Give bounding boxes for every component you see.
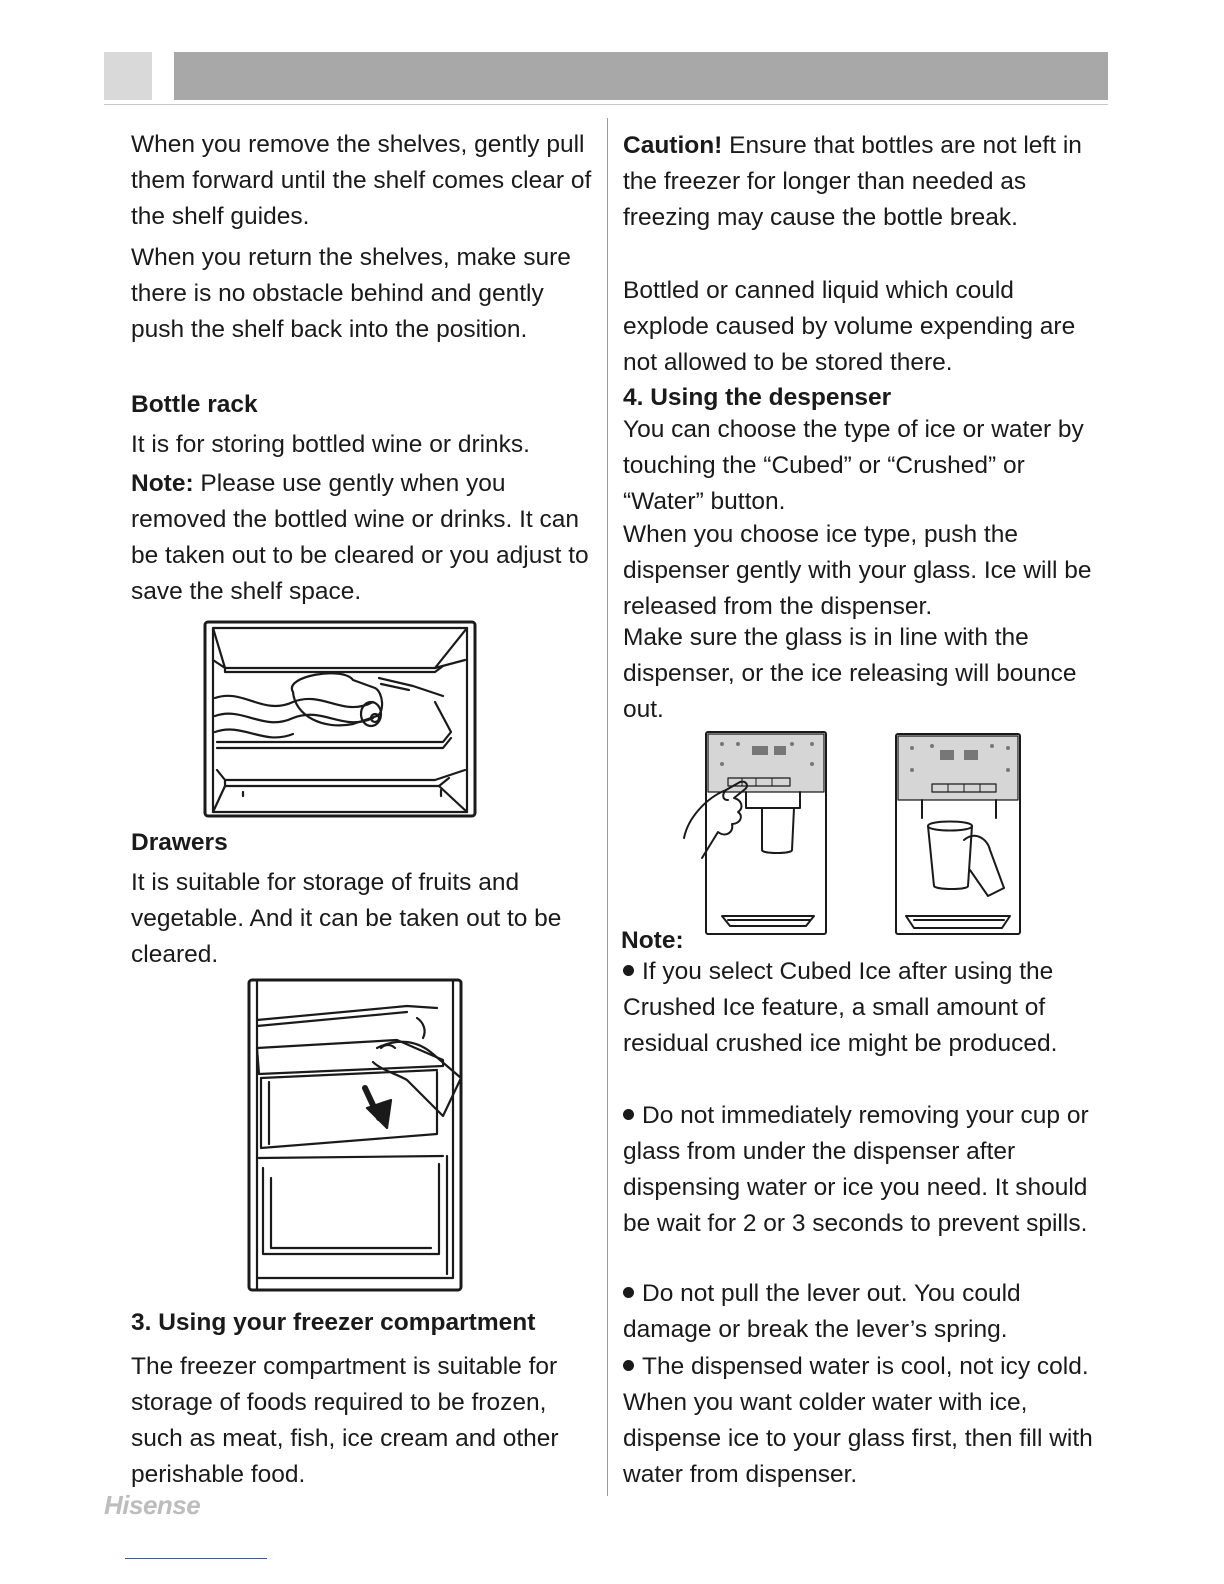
header-rule [104,104,1108,105]
bullet-dot-icon [623,1360,634,1371]
bottle-rack-paragraph [131,427,596,463]
bottle-rack-heading: Bottle rack [131,391,258,418]
drawers-paragraph [131,865,596,973]
dispenser-glass-illustration [892,730,1024,938]
dispenser-section [623,380,1093,416]
caution-label: Caution! [623,132,723,159]
shelf-return-text: When you return the shelves, make sure there is no obstacle behind and gently push the shelf back into the position. [131,244,571,343]
freezer-heading: 3. Using your freezer compartment [131,1309,536,1336]
dispenser-button-illustration [682,728,830,938]
shelf-remove-text: When you remove the shelves, gently pull them forward until the shelf comes clear of the shelf guides. [131,131,592,230]
dispenser-paragraph-3 [623,620,1093,728]
header-bar [174,52,1108,100]
bottled-liquid-text: Bottled or canned liquid which could explode caused by volume expending are not allowed to be stored there. [623,277,1076,376]
freezer-section [131,1305,596,1341]
bottle-note-paragraph [131,466,596,610]
note-bullet-4 [623,1349,1093,1493]
dispenser-text-2: When you choose ice type, push the dispenser gently with your glass. Ice will be released from the dispenser. [623,521,1092,620]
note-bullet-3-para [623,1276,1093,1348]
column-divider [607,118,608,1496]
note-bullet-4-text: The dispensed water is cool, not icy cold. When you want colder water with ice, dispense ice to your glass first, then fill with water from dispenser. [623,1353,1093,1488]
shelf-return-paragraph [131,240,596,348]
header-square [104,52,152,100]
shelf-remove-paragraph [131,127,596,235]
bottle-note-label: Note: [131,470,194,497]
caution [623,128,1093,236]
note-bullet-1 [623,954,1093,1062]
drawers-text: It is suitable for storage of fruits and vegetable. And it can be taken out to be cleared. [131,869,562,968]
note-bullet-2-para [623,1098,1093,1242]
bullet-dot-icon [623,1109,634,1120]
bottle-rack-illustration [203,620,477,818]
bottle-rack-text: It is for storing bottled wine or drinks. [131,431,530,458]
note-bullet-3-text: Do not pull the lever out. You could damage or break the lever’s spring. [623,1280,1021,1343]
drawers-heading: Drawers [131,829,228,856]
note-heading: Note: [621,927,684,954]
note-bullet-2 [623,1098,1093,1242]
dispenser-text-3: Make sure the glass is in line with the dispenser, or the ice releasing will bounce out. [623,624,1077,723]
drawers-illustration [247,978,463,1294]
freezer-text: The freezer compartment is suitable for storage of foods required to be frozen, such as meat, fish, ice cream and other perishable food. [131,1353,559,1488]
footer-rule [125,1558,267,1559]
bottle-note-text: Please use gently when you removed the bottled wine or drinks. It can be taken out to be cleared or you adjust to save the shelf space. [131,470,589,605]
brand-logo: Hisense [104,1490,201,1520]
note-bullet-1-text: If you select Cubed Ice after using the Crushed Ice feature, a small amount of residual crushed ice might be produced. [623,958,1058,1057]
bullet-dot-icon [623,1287,634,1298]
dispenser-text-1: You can choose the type of ice or water by touching the “Cubed” or “Crushed” or “Water” button. [623,416,1084,515]
caution-text: Ensure that bottles are not left in the freezer for longer than needed as freezing may cause the bottle break. [623,132,1082,231]
bullet-dot-icon [623,965,634,976]
note-bullet-2-text: Do not immediately removing your cup or glass from under the dispenser after dispensing water or ice you need. It should be wait for 2 or 3 seconds to prevent spills. [623,1102,1089,1237]
bottle-note [131,466,596,610]
freezer-paragraph [131,1349,596,1493]
dispenser-paragraph-1 [623,412,1093,520]
dispenser-paragraph-2 [623,517,1093,625]
drawers-section [131,825,596,861]
note-bullet-3 [623,1276,1093,1348]
bottle-rack-section [131,387,596,423]
note-bullet-1-para [623,954,1093,1062]
bottled-liquid-paragraph [623,273,1093,381]
dispenser-heading: 4. Using the despenser [623,384,892,411]
note-bullet-4-para [623,1349,1093,1493]
caution-paragraph [623,128,1093,236]
